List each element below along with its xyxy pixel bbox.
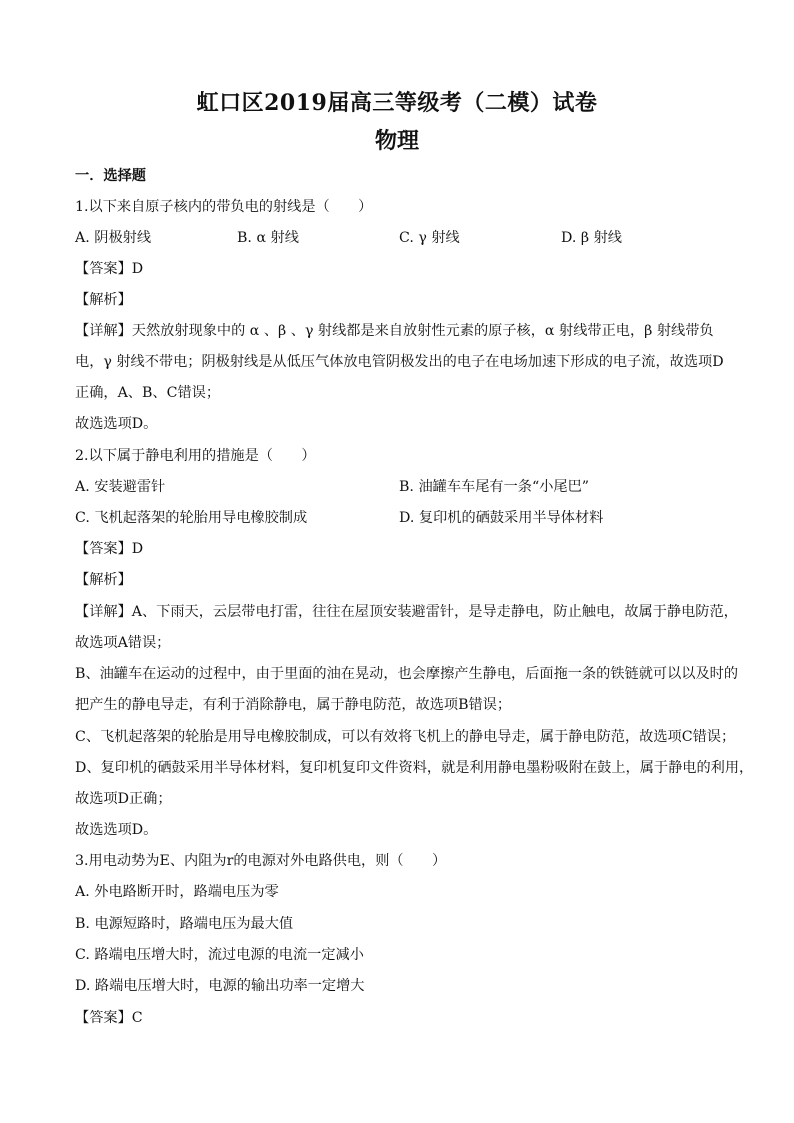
question-2-conclusion: 故选选项D。 xyxy=(75,822,158,838)
question-3-option-a: A. 外电路断开时，路端电压为零 xyxy=(75,884,279,900)
question-2-detail-line: 把产生的静电导走，有利于消除静电，属于静电防范，故选项B错误； xyxy=(75,697,512,713)
question-3-option-c: C. 路端电压增大时，流过电源的电流一定减小 xyxy=(75,947,364,963)
section-heading: 一．选择题 xyxy=(75,168,146,184)
question-3-answer: 【答案】C xyxy=(75,1010,143,1026)
page-subtitle: 物理 xyxy=(374,128,419,154)
question-1-detail-line: 【详解】天然放射现象中的 α 、β 、γ 射线都是来自放射性元素的原子核，α 射线带正电，β 射线带负 xyxy=(75,323,714,339)
question-1-conclusion: 故选选项D。 xyxy=(75,416,158,432)
question-2-option-c: C. 飞机起落架的轮胎用导电橡胶制成 xyxy=(75,510,308,526)
question-2-option-d: D. 复印机的硒鼓采用半导体材料 xyxy=(399,510,604,526)
question-1-option-b: B. α 射线 xyxy=(237,230,299,246)
question-2-option-b: B. 油罐车车尾有一条“小尾巴” xyxy=(399,479,590,495)
question-3-stem: 3.用电动势为E、内阻为r的电源对外电路供电，则（ ） xyxy=(75,853,447,869)
question-1-option-d: D. β 射线 xyxy=(561,230,622,246)
question-2-detail-line: 【详解】A、下雨天，云层带电打雷，往往在屋顶安装避雷针，是导走静电，防止触电，故属于静电防范， xyxy=(75,604,738,620)
question-2-option-a: A. 安装避雷针 xyxy=(75,479,166,495)
question-1-option-c: C. γ 射线 xyxy=(399,230,460,246)
question-1-option-a: A. 阴极射线 xyxy=(75,230,152,246)
question-3-option-d: D. 路端电压增大时，电源的输出功率一定增大 xyxy=(75,978,365,994)
question-1-stem: 1.以下来自原子核内的带负电的射线是（ ） xyxy=(75,199,373,215)
question-1-answer: 【答案】D xyxy=(75,261,144,277)
question-3-option-b: B. 电源短路时，路端电压为最大值 xyxy=(75,916,294,932)
question-1-detail-line: 正确，A、B、C错误； xyxy=(75,385,221,401)
question-2-answer: 【答案】D xyxy=(75,541,144,557)
question-2-detail-line: D、复印机的硒鼓采用半导体材料，复印机复印文件资料，就是利用静电墨粉吸附在鼓上，属于静电的利用， xyxy=(75,760,754,776)
question-2-analysis-label: 【解析】 xyxy=(75,572,132,588)
question-2-detail-line: B、油罐车在运动的过程中，由于里面的油在晃动，也会摩擦产生静电，后面拖一条的铁链就可以以及时的 xyxy=(75,666,739,682)
question-2-detail-line: 故选项A错误； xyxy=(75,635,171,651)
question-2-stem: 2.以下属于静电利用的措施是（ ） xyxy=(75,448,316,464)
question-2-detail-line: C、飞机起落架的轮胎是用导电橡胶制成，可以有效将飞机上的静电导走，属于静电防范，故选项C错误； xyxy=(75,729,736,745)
question-2-detail-line: 故选项D正确； xyxy=(75,791,172,807)
question-1-detail-line: 电，γ 射线不带电；阴极射线是从低压气体放电管阴极发出的电子在电场加速下形成的电子流，故选项D xyxy=(75,354,724,370)
question-1-analysis-label: 【解析】 xyxy=(75,292,132,308)
page-title: 虹口区2019届高三等级考（二模）试卷 xyxy=(196,90,598,116)
